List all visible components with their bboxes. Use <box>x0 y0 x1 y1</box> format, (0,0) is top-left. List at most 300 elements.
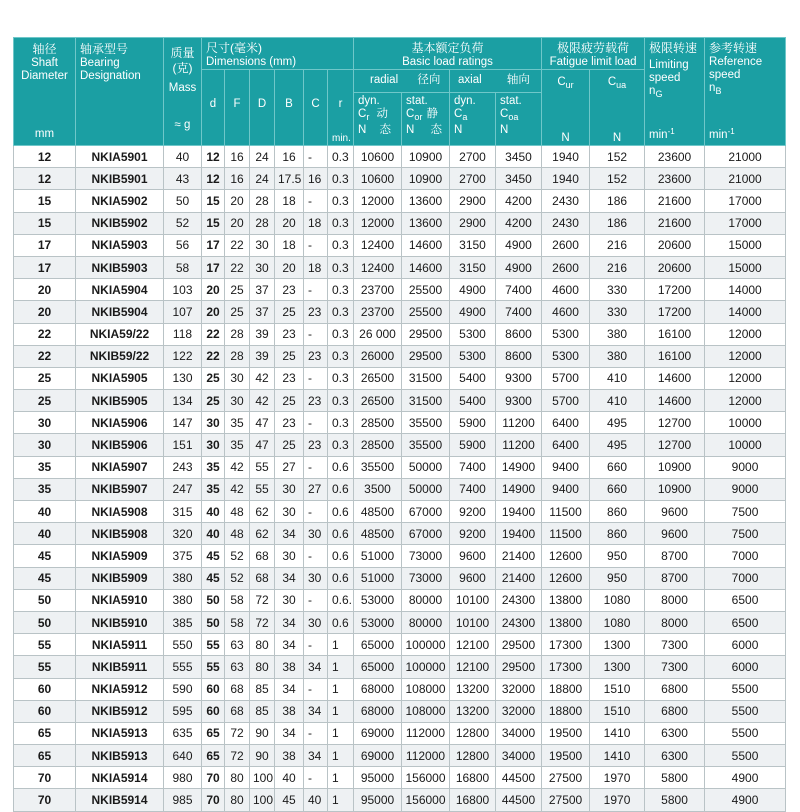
header-mass: 质量 (克) Mass ≈ g <box>164 38 202 146</box>
cell-reference-speed: 7500 <box>705 501 786 523</box>
cell-d: 35 <box>202 456 225 478</box>
header-cua: $C_{ua}$ N <box>590 70 645 146</box>
cell-reference-speed: 5500 <box>705 678 786 700</box>
cell-F: 63 <box>225 634 250 656</box>
cell-cor-stat: 29500 <box>402 323 450 345</box>
cell-limiting-speed: 6800 <box>645 678 705 700</box>
cell-F: 22 <box>225 256 250 278</box>
header-d: d <box>202 70 225 146</box>
cell-limiting-speed: 5800 <box>645 789 705 811</box>
cell-cor-stat: 25500 <box>402 279 450 301</box>
cell-C: - <box>304 190 328 212</box>
cell-coa-stat: 19400 <box>496 523 542 545</box>
cell-C: - <box>304 589 328 611</box>
cell-C: 30 <box>304 523 328 545</box>
cell-r: 0.3 <box>328 256 354 278</box>
cell-C: - <box>304 678 328 700</box>
cell-limiting-speed: 10900 <box>645 478 705 500</box>
cell-limiting-speed: 16100 <box>645 345 705 367</box>
cell-C: - <box>304 234 328 256</box>
cell-F: 30 <box>225 390 250 412</box>
cell-designation: NKIB5912 <box>76 700 164 722</box>
table-row <box>14 146 786 168</box>
cell-shaft-diameter: 70 <box>14 767 76 789</box>
cell-D: 68 <box>250 567 275 589</box>
cell-limiting-speed: 21600 <box>645 212 705 234</box>
cell-limiting-speed: 14600 <box>645 390 705 412</box>
cell-mass: 40 <box>164 146 202 168</box>
cell-cor-stat: 73000 <box>402 545 450 567</box>
cell-F: 68 <box>225 700 250 722</box>
cell-coa-stat: 3450 <box>496 168 542 190</box>
cell-coa-stat: 8600 <box>496 323 542 345</box>
cell-coa-stat: 29500 <box>496 656 542 678</box>
table-row <box>14 279 786 301</box>
cell-shaft-diameter: 50 <box>14 611 76 633</box>
cell-F: 22 <box>225 234 250 256</box>
cell-reference-speed: 4900 <box>705 767 786 789</box>
cell-mass: 118 <box>164 323 202 345</box>
cell-mass: 147 <box>164 412 202 434</box>
cell-cua: 1510 <box>590 678 645 700</box>
cell-d: 55 <box>202 634 225 656</box>
cell-cua: 186 <box>590 212 645 234</box>
cell-ca-dyn: 16800 <box>450 767 496 789</box>
cell-cor-stat: 156000 <box>402 767 450 789</box>
cell-F: 25 <box>225 301 250 323</box>
cell-reference-speed: 6500 <box>705 611 786 633</box>
cell-cr-dyn: 48500 <box>354 523 402 545</box>
cell-mass: 43 <box>164 168 202 190</box>
cell-ca-dyn: 16800 <box>450 789 496 811</box>
table-row <box>14 190 786 212</box>
cell-mass: 247 <box>164 478 202 500</box>
table-row <box>14 412 786 434</box>
bearing-specs-table <box>13 37 786 812</box>
cell-shaft-diameter: 25 <box>14 390 76 412</box>
cell-cr-dyn: 69000 <box>354 722 402 744</box>
cell-reference-speed: 9000 <box>705 478 786 500</box>
cell-cua: 410 <box>590 367 645 389</box>
cell-mass: 130 <box>164 367 202 389</box>
cell-d: 17 <box>202 234 225 256</box>
cell-reference-speed: 12000 <box>705 345 786 367</box>
table-row <box>14 700 786 722</box>
cell-D: 24 <box>250 146 275 168</box>
cell-F: 20 <box>225 212 250 234</box>
cell-cur: 9400 <box>542 478 590 500</box>
cell-cor-stat: 14600 <box>402 256 450 278</box>
cell-d: 15 <box>202 212 225 234</box>
cell-D: 37 <box>250 279 275 301</box>
cell-r: 1 <box>328 656 354 678</box>
cell-d: 65 <box>202 745 225 767</box>
cell-B: 23 <box>275 367 304 389</box>
cell-D: 42 <box>250 367 275 389</box>
cell-mass: 320 <box>164 523 202 545</box>
cell-r: 0.3 <box>328 434 354 456</box>
cell-C: 27 <box>304 478 328 500</box>
cell-cur: 18800 <box>542 700 590 722</box>
cell-mass: 151 <box>164 434 202 456</box>
cell-ca-dyn: 9600 <box>450 567 496 589</box>
header-D: D <box>250 70 275 146</box>
table-row <box>14 567 786 589</box>
table-row <box>14 545 786 567</box>
cell-r: 0.3 <box>328 390 354 412</box>
table-row <box>14 367 786 389</box>
table-row <box>14 456 786 478</box>
cell-F: 16 <box>225 146 250 168</box>
cell-coa-stat: 44500 <box>496 789 542 811</box>
cell-d: 25 <box>202 390 225 412</box>
cell-cua: 330 <box>590 279 645 301</box>
cell-D: 72 <box>250 611 275 633</box>
cell-B: 34 <box>275 678 304 700</box>
cell-cor-stat: 108000 <box>402 678 450 700</box>
cell-designation: NKIA5912 <box>76 678 164 700</box>
cell-r: 0.6 <box>328 456 354 478</box>
cell-ca-dyn: 5900 <box>450 434 496 456</box>
cell-cor-stat: 156000 <box>402 789 450 811</box>
cell-designation: NKIB5902 <box>76 212 164 234</box>
cell-designation: NKIB5913 <box>76 745 164 767</box>
cell-designation: NKIB5905 <box>76 390 164 412</box>
cell-cua: 860 <box>590 501 645 523</box>
cell-C: 34 <box>304 656 328 678</box>
cell-B: 23 <box>275 323 304 345</box>
cell-cr-dyn: 95000 <box>354 767 402 789</box>
cell-mass: 50 <box>164 190 202 212</box>
cell-cr-dyn: 65000 <box>354 634 402 656</box>
cell-F: 58 <box>225 611 250 633</box>
cell-C: 23 <box>304 434 328 456</box>
cell-cur: 11500 <box>542 523 590 545</box>
cell-limiting-speed: 6800 <box>645 700 705 722</box>
cell-cor-stat: 31500 <box>402 367 450 389</box>
cell-C: - <box>304 634 328 656</box>
cell-B: 30 <box>275 501 304 523</box>
cell-shaft-diameter: 60 <box>14 700 76 722</box>
cell-cr-dyn: 12400 <box>354 234 402 256</box>
cell-ca-dyn: 5900 <box>450 412 496 434</box>
cell-designation: NKIA5901 <box>76 146 164 168</box>
cell-ca-dyn: 13200 <box>450 700 496 722</box>
cell-designation: NKIB5906 <box>76 434 164 456</box>
cell-cua: 216 <box>590 256 645 278</box>
cell-limiting-speed: 21600 <box>645 190 705 212</box>
cell-limiting-speed: 17200 <box>645 301 705 323</box>
cell-cr-dyn: 51000 <box>354 545 402 567</box>
cell-C: 16 <box>304 168 328 190</box>
cell-B: 30 <box>275 545 304 567</box>
cell-cr-dyn: 26500 <box>354 367 402 389</box>
cell-C: 18 <box>304 212 328 234</box>
cell-d: 45 <box>202 567 225 589</box>
cell-cur: 1940 <box>542 168 590 190</box>
cell-cr-dyn: 69000 <box>354 745 402 767</box>
cell-coa-stat: 7400 <box>496 301 542 323</box>
cell-r: 1 <box>328 678 354 700</box>
cell-cur: 11500 <box>542 501 590 523</box>
cell-F: 35 <box>225 434 250 456</box>
header-cr: dyn. $C_r$ 动 N 态 <box>354 92 402 145</box>
cell-C: - <box>304 146 328 168</box>
cell-shaft-diameter: 40 <box>14 523 76 545</box>
cell-coa-stat: 7400 <box>496 279 542 301</box>
cell-ca-dyn: 3150 <box>450 234 496 256</box>
table-row <box>14 323 786 345</box>
cell-ca-dyn: 3150 <box>450 256 496 278</box>
cell-shaft-diameter: 40 <box>14 501 76 523</box>
cell-d: 60 <box>202 700 225 722</box>
cell-ca-dyn: 12100 <box>450 656 496 678</box>
cell-D: 100 <box>250 767 275 789</box>
cell-B: 25 <box>275 434 304 456</box>
cell-mass: 52 <box>164 212 202 234</box>
cell-F: 63 <box>225 656 250 678</box>
cell-shaft-diameter: 45 <box>14 545 76 567</box>
cell-F: 42 <box>225 456 250 478</box>
cell-D: 28 <box>250 212 275 234</box>
cell-ca-dyn: 9200 <box>450 501 496 523</box>
table-row <box>14 656 786 678</box>
cell-mass: 555 <box>164 656 202 678</box>
cell-coa-stat: 32000 <box>496 678 542 700</box>
cell-cr-dyn: 10600 <box>354 168 402 190</box>
cell-cr-dyn: 53000 <box>354 611 402 633</box>
cell-shaft-diameter: 55 <box>14 656 76 678</box>
cell-shaft-diameter: 12 <box>14 146 76 168</box>
cell-cur: 13800 <box>542 611 590 633</box>
cell-r: 0.6. <box>328 589 354 611</box>
table-row <box>14 256 786 278</box>
cell-B: 16 <box>275 146 304 168</box>
cell-mass: 107 <box>164 301 202 323</box>
cell-cua: 660 <box>590 478 645 500</box>
cell-coa-stat: 32000 <box>496 700 542 722</box>
cell-designation: NKIA5902 <box>76 190 164 212</box>
cell-cr-dyn: 35500 <box>354 456 402 478</box>
cell-d: 65 <box>202 722 225 744</box>
cell-cur: 19500 <box>542 745 590 767</box>
cell-cur: 12600 <box>542 567 590 589</box>
cell-designation: NKIB5901 <box>76 168 164 190</box>
table-row <box>14 301 786 323</box>
cell-d: 17 <box>202 256 225 278</box>
cell-reference-speed: 5500 <box>705 700 786 722</box>
header-cur: $C_{ur}$ N <box>542 70 590 146</box>
cell-d: 30 <box>202 412 225 434</box>
cell-cr-dyn: 10600 <box>354 146 402 168</box>
cell-ca-dyn: 5300 <box>450 323 496 345</box>
cell-reference-speed: 9000 <box>705 456 786 478</box>
table-row <box>14 745 786 767</box>
cell-C: - <box>304 722 328 744</box>
cell-cur: 1940 <box>542 146 590 168</box>
cell-C: 34 <box>304 745 328 767</box>
table-body <box>14 146 786 812</box>
cell-B: 27 <box>275 456 304 478</box>
cell-coa-stat: 9300 <box>496 390 542 412</box>
table-row <box>14 722 786 744</box>
cell-cur: 5700 <box>542 367 590 389</box>
cell-reference-speed: 12000 <box>705 367 786 389</box>
cell-cr-dyn: 28500 <box>354 412 402 434</box>
cell-cur: 27500 <box>542 789 590 811</box>
cell-C: - <box>304 501 328 523</box>
cell-D: 85 <box>250 678 275 700</box>
cell-cor-stat: 14600 <box>402 234 450 256</box>
header-row-top <box>14 38 786 70</box>
cell-B: 25 <box>275 345 304 367</box>
cell-cur: 4600 <box>542 301 590 323</box>
header-reference-speed: 参考转速 Reference speed $n_B$ $\min^{-1}$ <box>705 38 786 146</box>
cell-limiting-speed: 6300 <box>645 722 705 744</box>
cell-r: 0.6 <box>328 523 354 545</box>
header-dimensions: 尺寸(毫米) Dimensions (mm) <box>202 38 354 70</box>
cell-F: 28 <box>225 323 250 345</box>
header-axial: axial 轴向 <box>450 70 542 93</box>
cell-r: 0.3 <box>328 323 354 345</box>
cell-cor-stat: 67000 <box>402 523 450 545</box>
cell-D: 37 <box>250 301 275 323</box>
cell-d: 70 <box>202 767 225 789</box>
cell-limiting-speed: 8000 <box>645 589 705 611</box>
cell-cua: 1080 <box>590 589 645 611</box>
cell-cur: 2430 <box>542 212 590 234</box>
cell-B: 25 <box>275 301 304 323</box>
cell-D: 39 <box>250 345 275 367</box>
cell-mass: 380 <box>164 589 202 611</box>
cell-shaft-diameter: 17 <box>14 234 76 256</box>
cell-B: 34 <box>275 523 304 545</box>
cell-cur: 13800 <box>542 589 590 611</box>
cell-cur: 2430 <box>542 190 590 212</box>
cell-cor-stat: 112000 <box>402 745 450 767</box>
cell-cor-stat: 50000 <box>402 478 450 500</box>
cell-B: 38 <box>275 700 304 722</box>
cell-coa-stat: 21400 <box>496 567 542 589</box>
cell-mass: 980 <box>164 767 202 789</box>
cell-cr-dyn: 68000 <box>354 700 402 722</box>
cell-designation: NKIB5904 <box>76 301 164 323</box>
cell-cr-dyn: 12000 <box>354 212 402 234</box>
cell-d: 40 <box>202 523 225 545</box>
cell-cua: 495 <box>590 434 645 456</box>
cell-cr-dyn: 26000 <box>354 345 402 367</box>
cell-r: 0.6 <box>328 478 354 500</box>
cell-r: 0.6 <box>328 611 354 633</box>
cell-cua: 1410 <box>590 722 645 744</box>
cell-cur: 4600 <box>542 279 590 301</box>
cell-shaft-diameter: 60 <box>14 678 76 700</box>
cell-cor-stat: 100000 <box>402 656 450 678</box>
cell-d: 45 <box>202 545 225 567</box>
cell-d: 35 <box>202 478 225 500</box>
cell-coa-stat: 14900 <box>496 456 542 478</box>
cell-C: 18 <box>304 256 328 278</box>
cell-mass: 385 <box>164 611 202 633</box>
cell-coa-stat: 11200 <box>496 412 542 434</box>
cell-coa-stat: 4900 <box>496 256 542 278</box>
cell-mass: 56 <box>164 234 202 256</box>
cell-shaft-diameter: 15 <box>14 190 76 212</box>
header-B: B <box>275 70 304 146</box>
cell-ca-dyn: 2900 <box>450 212 496 234</box>
cell-mass: 315 <box>164 501 202 523</box>
cell-D: 42 <box>250 390 275 412</box>
cell-r: 0.6 <box>328 545 354 567</box>
cell-cua: 216 <box>590 234 645 256</box>
cell-designation: NKIB5903 <box>76 256 164 278</box>
cell-C: - <box>304 367 328 389</box>
cell-D: 62 <box>250 523 275 545</box>
cell-limiting-speed: 14600 <box>645 367 705 389</box>
header-fatigue: 极限疲劳载荷 Fatigue limit load <box>542 38 645 70</box>
cell-designation: NKIB5909 <box>76 567 164 589</box>
cell-designation: NKIB59/22 <box>76 345 164 367</box>
cell-limiting-speed: 9600 <box>645 523 705 545</box>
table-row <box>14 789 786 811</box>
cell-cr-dyn: 26500 <box>354 390 402 412</box>
cell-B: 23 <box>275 412 304 434</box>
cell-d: 12 <box>202 168 225 190</box>
cell-cor-stat: 80000 <box>402 611 450 633</box>
cell-C: - <box>304 323 328 345</box>
cell-designation: NKIB5914 <box>76 789 164 811</box>
cell-B: 34 <box>275 611 304 633</box>
cell-mass: 635 <box>164 722 202 744</box>
cell-cr-dyn: 26 000 <box>354 323 402 345</box>
cell-ca-dyn: 5300 <box>450 345 496 367</box>
cell-F: 68 <box>225 678 250 700</box>
cell-cr-dyn: 65000 <box>354 656 402 678</box>
cell-limiting-speed: 9600 <box>645 501 705 523</box>
cell-d: 12 <box>202 146 225 168</box>
header-basic-load: 基本额定负荷 Basic load ratings <box>354 38 542 70</box>
cell-shaft-diameter: 22 <box>14 323 76 345</box>
cell-designation: NKIA5913 <box>76 722 164 744</box>
cell-cur: 18800 <box>542 678 590 700</box>
cell-B: 20 <box>275 212 304 234</box>
cell-D: 28 <box>250 190 275 212</box>
cell-coa-stat: 8600 <box>496 345 542 367</box>
cell-reference-speed: 4900 <box>705 789 786 811</box>
cell-r: 0.3 <box>328 301 354 323</box>
cell-shaft-diameter: 45 <box>14 567 76 589</box>
cell-F: 80 <box>225 767 250 789</box>
header-ca: dyn. $C_a$ N <box>450 92 496 145</box>
cell-coa-stat: 11200 <box>496 434 542 456</box>
cell-cua: 410 <box>590 390 645 412</box>
cell-C: - <box>304 545 328 567</box>
cell-cur: 9400 <box>542 456 590 478</box>
cell-cua: 152 <box>590 146 645 168</box>
cell-reference-speed: 12000 <box>705 323 786 345</box>
cell-d: 30 <box>202 434 225 456</box>
cell-reference-speed: 15000 <box>705 234 786 256</box>
cell-cor-stat: 10900 <box>402 168 450 190</box>
cell-d: 20 <box>202 301 225 323</box>
cell-shaft-diameter: 55 <box>14 634 76 656</box>
cell-cor-stat: 100000 <box>402 634 450 656</box>
cell-cur: 6400 <box>542 412 590 434</box>
cell-F: 48 <box>225 501 250 523</box>
cell-reference-speed: 21000 <box>705 146 786 168</box>
cell-C: 34 <box>304 700 328 722</box>
cell-coa-stat: 34000 <box>496 745 542 767</box>
